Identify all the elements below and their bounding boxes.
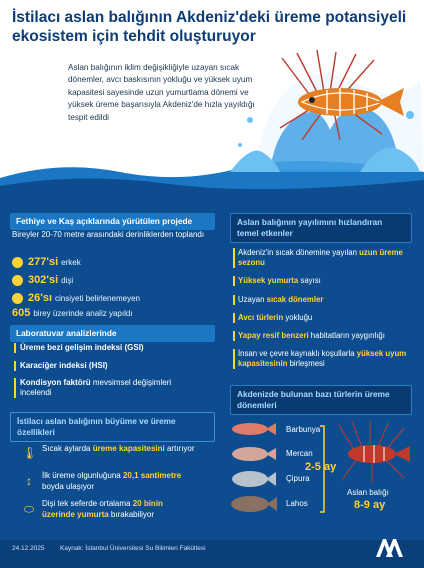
footer-source: Kaynak: İstanbul Üniversitesi Su Bilimleri Fakültesi [60, 545, 206, 552]
growth-item-eggs [42, 499, 197, 520]
lab-item-bold: Kondisyon faktörü [20, 378, 91, 387]
project-desc: Bireyler 20-70 metre arasındaki derinliklerden toplandı [12, 230, 205, 239]
growth-hl: 20 binin üzerinde yumurta [42, 499, 163, 519]
growth-post: bırakabiliyor [108, 509, 155, 519]
factor-item [238, 313, 408, 323]
lionfish-range: 8-9 ay [354, 499, 386, 511]
factor-item [238, 248, 408, 268]
species-range: 2-5 ay [305, 461, 337, 473]
stat-label: dişi [61, 275, 74, 285]
header-area [0, 0, 424, 200]
factor-hl: Yüksek yumurta [238, 276, 299, 285]
intro-text: Aslan balığının iklim değişikliğiyle uzayan sıcak dönemler, avcı baskısının yokluğu ve yüksek uyum kapasitesi sayesinde uzun yumurtlama dönemi ve yüksek üreme başarısıyla Akdeniz'de hızla yayıldığı tespit edildi [68, 63, 255, 122]
egg-icon: ⬭ [23, 502, 35, 516]
factor-marker [233, 295, 235, 305]
cipura-fish-icon [232, 471, 276, 487]
growth-pre: Dişi tek seferde ortalama [42, 499, 133, 508]
factor-item [238, 349, 408, 369]
lahos-fish-icon [231, 496, 277, 512]
factor-marker [233, 331, 235, 341]
lionfish-small-icon [334, 420, 414, 485]
stat-label: erkek [61, 257, 81, 267]
lab-item-condition [20, 378, 200, 398]
factors-header: Aslan balığının yayılımını hızlandıran temel etkenler [230, 213, 412, 243]
growth-post: boyda ulaşıyor [42, 481, 95, 491]
factor-pre: İnsan ve çevre kaynaklı koşullarla [238, 349, 357, 358]
factor-hl: Yapay resif benzeri [238, 331, 309, 340]
growth-hl: üreme kapasitesini [92, 444, 165, 453]
factor-marker [233, 248, 235, 268]
ruler-icon: ↕ [26, 474, 32, 488]
stat-number: 302'si [28, 274, 59, 286]
stat-row-male [12, 256, 81, 268]
female-icon [12, 275, 23, 286]
male-icon [12, 257, 23, 268]
stat-row-female [12, 274, 73, 286]
growth-item-maturity [42, 471, 197, 492]
thermometer-icon: 🌡 [22, 446, 38, 460]
factor-post: birleşmesi [287, 359, 325, 368]
growth-hl: 20,1 santimetre [122, 471, 182, 480]
lab-item-gsi [20, 343, 144, 353]
lab-marker [14, 343, 16, 353]
lab-item-bold: Karaciğer indeksi (HSI) [20, 361, 108, 370]
factor-post: sayısı [298, 276, 321, 285]
stat-row-unknown [12, 292, 140, 304]
factor-post: yokluğu [283, 313, 313, 322]
project-header: Fethiye ve Kaş açıklarında yürütülen projede [10, 213, 215, 230]
growth-header: İstilacı aslan balığının büyüme ve üreme özellikleri [10, 412, 215, 442]
factor-marker [233, 313, 235, 323]
factor-pre: Akdeniz'in sıcak dönemine yayılan [238, 248, 360, 257]
growth-post: artırıyor [164, 444, 195, 453]
lab-item-hsi [20, 361, 108, 371]
factor-item [238, 295, 408, 305]
growth-pre: Sıcak aylarda [42, 444, 93, 453]
stat-number: 605 [12, 307, 31, 319]
fish-label-cipura: Çipura [286, 474, 310, 483]
factor-marker [233, 276, 235, 286]
factor-hl: uzun üreme sezonu [238, 248, 403, 267]
factor-hl: yüksek uyum kapasitesinin [238, 349, 407, 368]
lab-header: Laboratuvar analizlerinde [10, 325, 215, 342]
footer-date: 24.12.2025 [12, 545, 45, 552]
growth-item-capacity [42, 444, 197, 455]
mercan-fish-icon [232, 447, 276, 461]
fish-icons [228, 418, 278, 528]
factor-post: habitatların yaygınlığı [308, 331, 385, 340]
factor-hl: Avcı türlerin [238, 313, 284, 322]
page-title: İstilacı aslan balığının Akdeniz'deki üreme potansiyeli ekosistem için tehdit oluşturuyor [12, 9, 407, 45]
stat-label: cinsiyeti belirlenemeyen [55, 293, 140, 303]
question-icon [12, 293, 23, 304]
factor-item [238, 331, 408, 341]
lab-item-bold: Üreme bezi gelişim indeksi (GSI) [20, 343, 144, 352]
lab-item-rest: mevsimsel değişimleri incelendi [20, 378, 172, 397]
fish-label-barbunya: Barbunya [286, 425, 321, 434]
growth-pre: İlk üreme olgunluğuna [42, 471, 123, 480]
stat-number: 277'si [28, 256, 59, 268]
factor-hl: sıcak dönemler [266, 295, 324, 304]
stat-row-total [12, 307, 133, 319]
factor-item [238, 276, 408, 286]
lab-marker [14, 378, 16, 398]
fish-label-mercan: Mercan [286, 449, 313, 458]
species-header: Akdenizde bulunan bazı türlerin üreme dönemleri [230, 385, 412, 415]
lionfish-illustration [272, 48, 412, 143]
factor-marker [233, 349, 235, 369]
barbunya-fish-icon [232, 423, 276, 435]
fish-label-lahos: Lahos [286, 499, 308, 508]
factor-pre: Uzayan [238, 295, 267, 304]
lionfish-label: Aslan balığı [347, 488, 389, 497]
aa-logo-icon [374, 537, 404, 559]
stat-number: 26'sı [28, 292, 53, 304]
stat-label: birey üzerinde analiz yapıldı [33, 308, 133, 318]
lab-marker [14, 361, 16, 371]
